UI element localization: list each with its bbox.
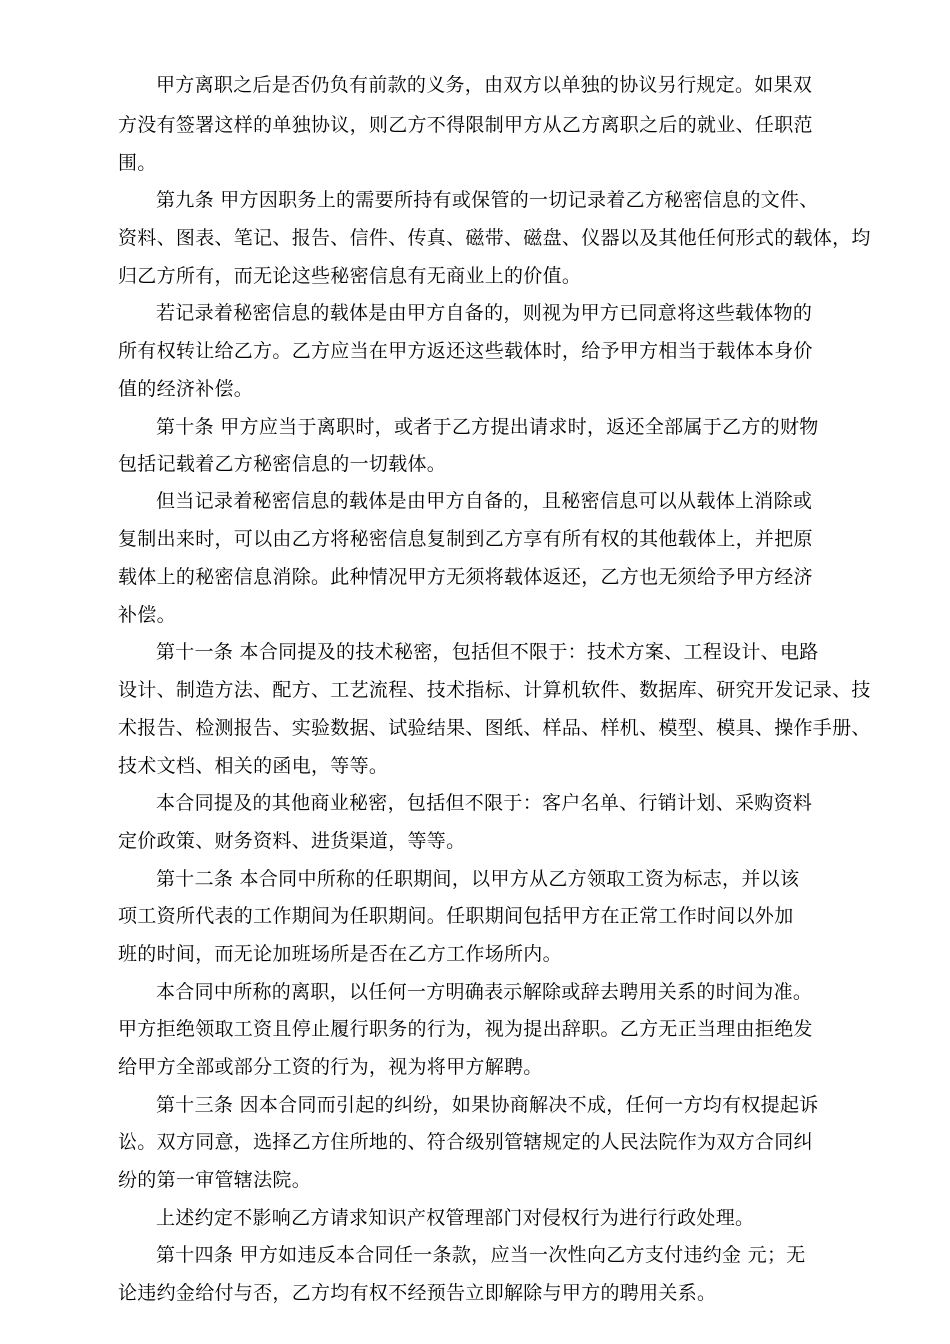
text-line: 讼。双方同意，选择乙方住所地的、符合级别管辖规定的人民法院作为双方合同纠	[118, 1131, 813, 1153]
text-line: 复制出来时，可以由乙方将秘密信息复制到乙方享有所有权的其他载体上，并把原	[118, 528, 813, 550]
text-line: 纷的第一审管辖法院。	[118, 1169, 312, 1191]
text-line: 甲方离职之后是否仍负有前款的义务，由双方以单独的协议另行规定。如果双	[156, 74, 813, 96]
article-14-heading-line: 第十四条 甲方如违反本合同任一条款，应当一次性向乙方支付违约金 元；无	[156, 1244, 806, 1266]
text-line: 甲方拒绝领取工资且停止履行职务的行为，视为提出辞职。乙方无正当理由拒绝发	[118, 1018, 813, 1040]
article-12-heading-line: 第十二条 本合同中所称的任职期间，以甲方从乙方领取工资为标志，并以该	[156, 868, 800, 890]
text-line: 补偿。	[118, 604, 176, 626]
text-line: 方没有签署这样的单独协议，则乙方不得限制甲方从乙方离职之后的就业、任职范	[118, 114, 813, 136]
article-13-heading-line: 第十三条 因本合同而引起的纠纷，如果协商解决不成，任何一方均有权提起诉	[156, 1094, 819, 1116]
text-line: 项工资所代表的工作期间为任职期间。任职期间包括甲方在正常工作时间以外加	[118, 905, 794, 927]
article-10-heading-line: 第十条 甲方应当于离职时，或者于乙方提出请求时，返还全部属于乙方的财物	[156, 416, 819, 438]
text-line: 所有权转让给乙方。乙方应当在甲方返还这些载体时，给予甲方相当于载体本身价	[118, 340, 813, 362]
article-9-heading-line: 第九条 甲方因职务上的需要所持有或保管的一切记录着乙方秘密信息的文件、	[156, 189, 819, 211]
text-line: 上述约定不影响乙方请求知识产权管理部门对侵权行为进行行政处理。	[156, 1207, 755, 1229]
text-line: 但当记录着秘密信息的载体是由甲方自备的，且秘密信息可以从载体上消除或	[156, 490, 813, 512]
text-line: 归乙方所有，而无论这些秘密信息有无商业上的价值。	[118, 265, 582, 287]
text-line: 包括记载着乙方秘密信息的一切载体。	[118, 453, 447, 475]
text-line: 载体上的秘密信息消除。此种情况甲方无须将载体返还，乙方也无须给予甲方经济	[118, 566, 813, 588]
text-line: 值的经济补偿。	[118, 378, 254, 400]
text-line: 术报告、检测报告、实验数据、试验结果、图纸、样品、样机、模型、模具、操作手册、	[118, 717, 871, 739]
text-line: 论违约金给付与否，乙方均有权不经预告立即解除与甲方的聘用关系。	[118, 1282, 717, 1304]
text-line: 班的时间，而无论加班场所是否在乙方工作场所内。	[118, 943, 562, 965]
text-line: 本合同中所称的离职，以任何一方明确表示解除或辞去聘用关系的时间为准。	[156, 981, 813, 1003]
text-line: 给甲方全部或部分工资的行为，视为将甲方解聘。	[118, 1056, 543, 1078]
text-line: 若记录着秘密信息的载体是由甲方自备的，则视为甲方已同意将这些载体物的	[156, 302, 813, 324]
text-line: 定价政策、财务资料、进货渠道，等等。	[118, 830, 466, 852]
text-line: 技术文档、相关的函电，等等。	[118, 755, 389, 777]
text-line: 本合同提及的其他商业秘密，包括但不限于：客户名单、行销计划、采购资料	[156, 792, 813, 814]
text-line: 资料、图表、笔记、报告、信件、传真、磁带、磁盘、仪器以及其他任何形式的载体，均	[118, 227, 871, 249]
article-11-heading-line: 第十一条 本合同提及的技术秘密，包括但不限于：技术方案、工程设计、电路	[156, 641, 819, 663]
text-line: 围。	[118, 152, 157, 174]
text-line: 设计、制造方法、配方、工艺流程、技术指标、计算机软件、数据库、研究开发记录、技	[118, 679, 871, 701]
